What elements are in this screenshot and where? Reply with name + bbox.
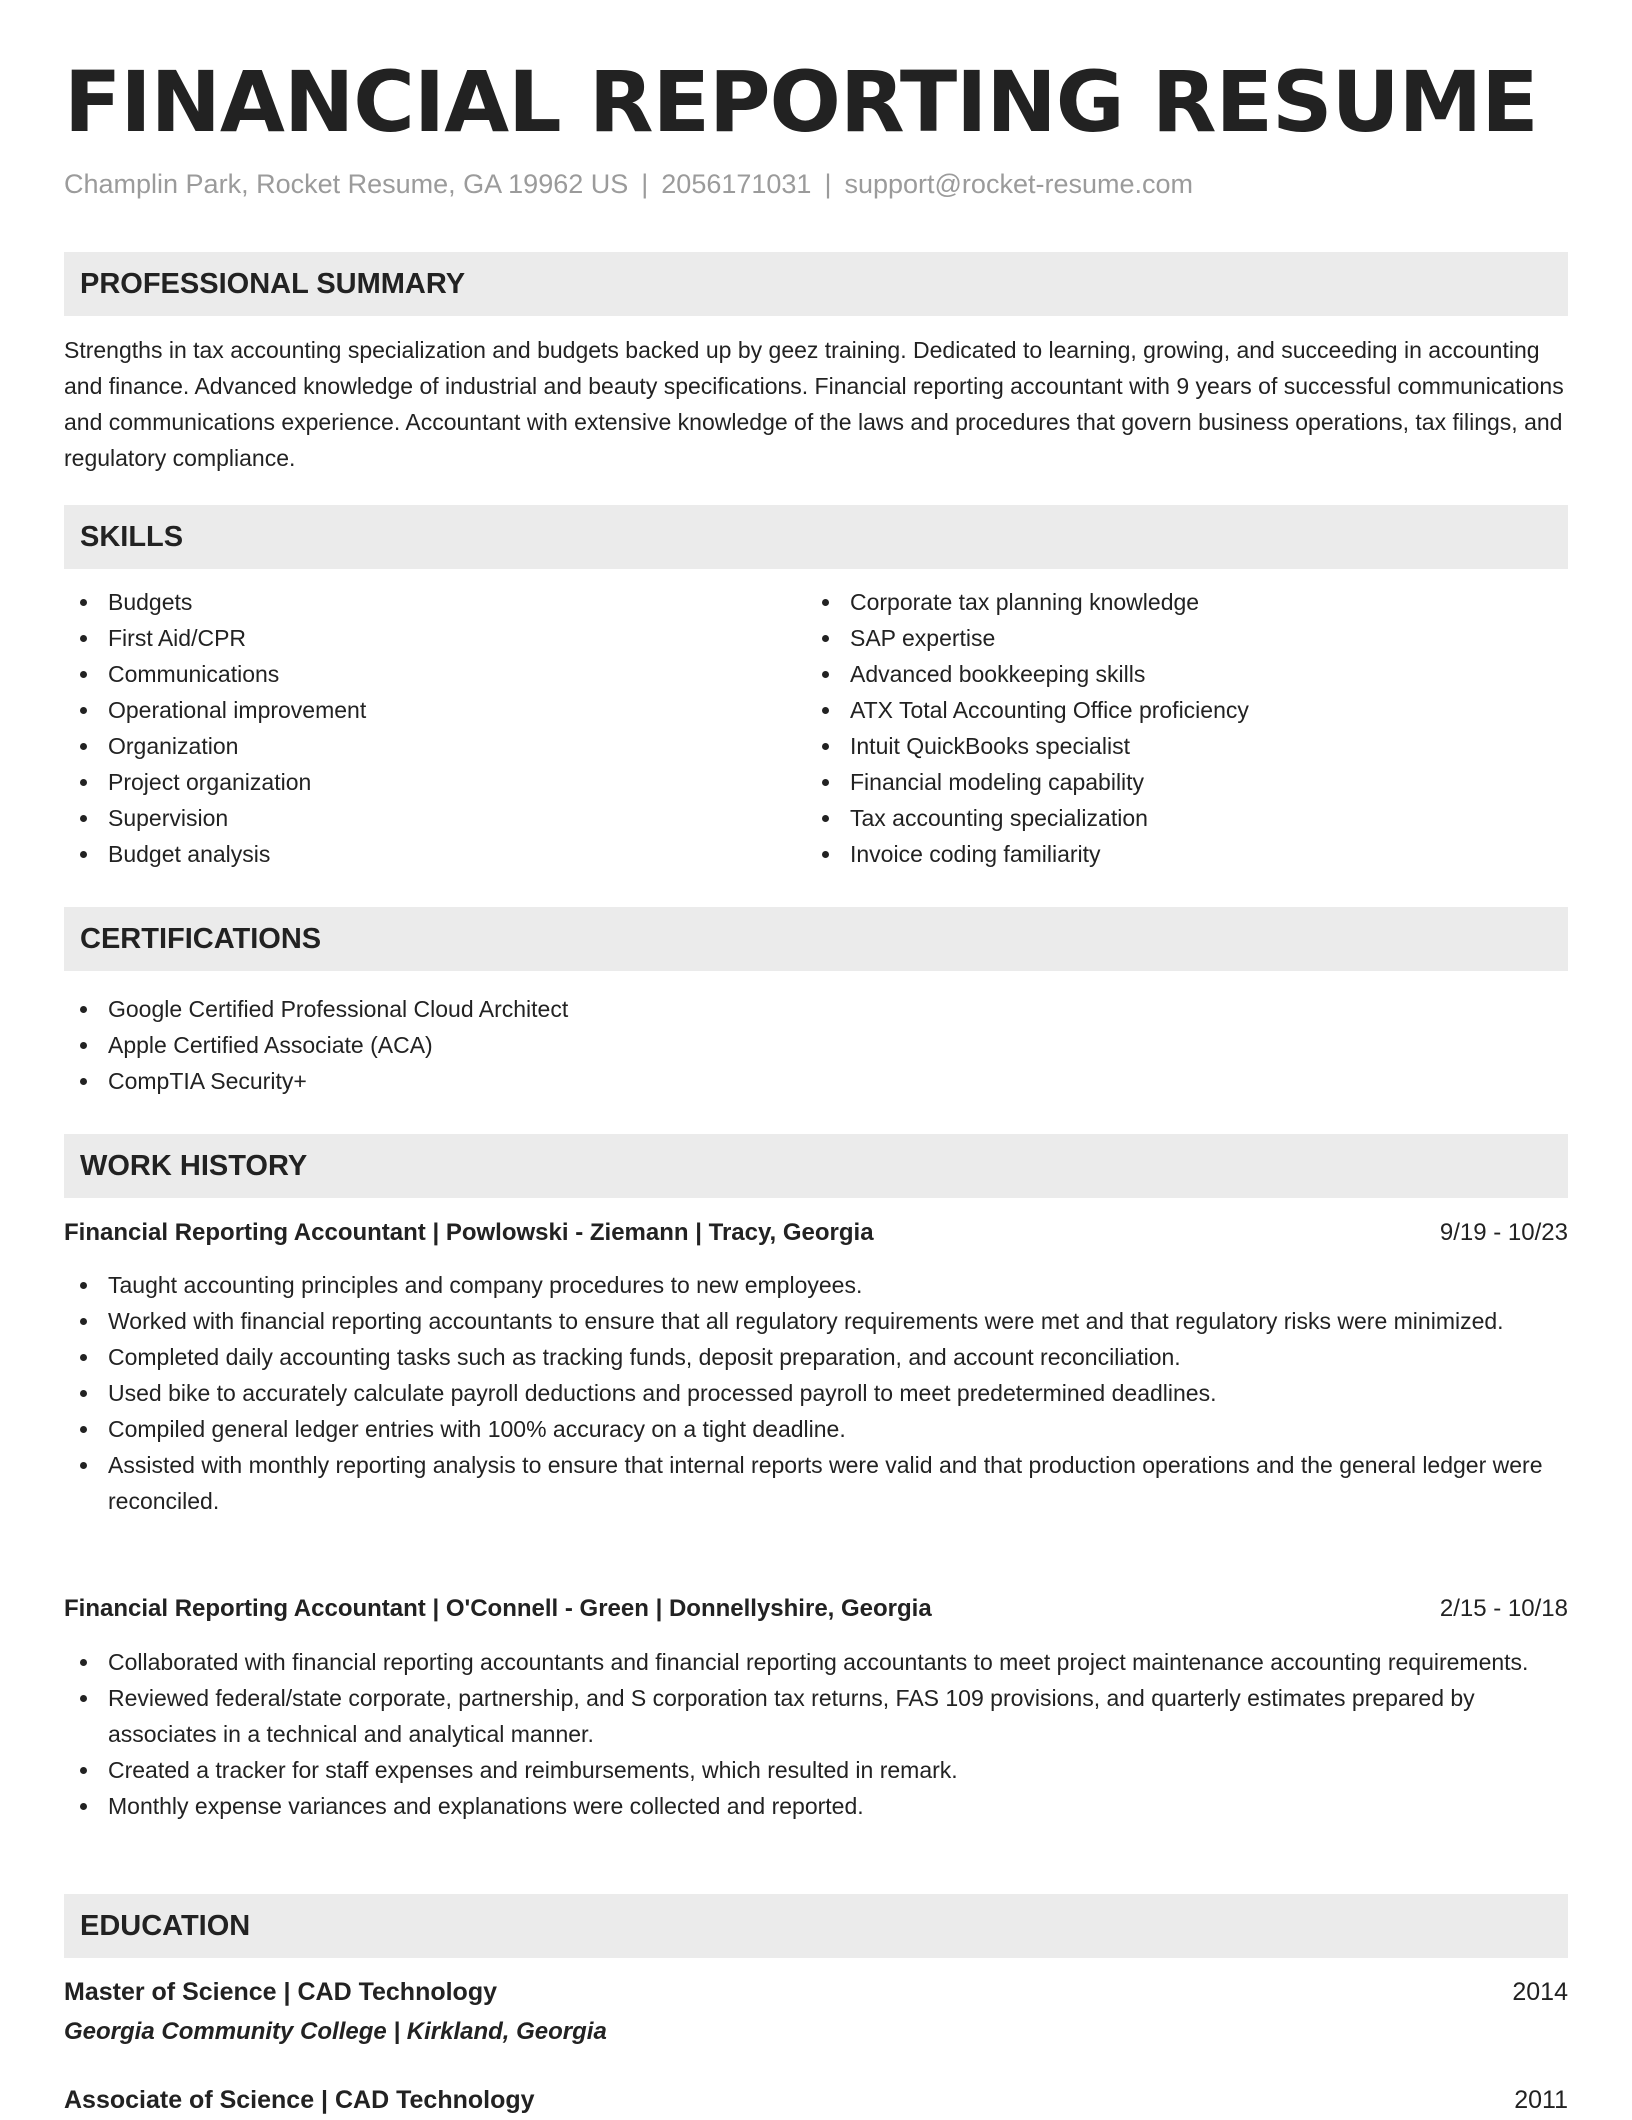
skills-list-left xyxy=(64,584,798,872)
job-duty-item: Created a tracker for staff expenses and reimbursements, which resulted in remark. xyxy=(64,1752,1568,1788)
skill-item: Tax accounting specialization xyxy=(806,800,1568,836)
certification-item: CompTIA Security+ xyxy=(64,1063,1568,1099)
skill-item: Corporate tax planning knowledge xyxy=(806,584,1568,620)
education-degree: Master of Science | CAD Technology xyxy=(64,1978,498,2006)
contact-line xyxy=(64,164,1193,204)
skill-item: Communications xyxy=(64,656,798,692)
section-header-work-history: WORK HISTORY xyxy=(64,1134,1568,1198)
job-title: Financial Reporting Accountant | O'Connell - Green | Donnellyshire, Georgia xyxy=(64,1595,932,1622)
section-header-summary: PROFESSIONAL SUMMARY xyxy=(64,252,1568,316)
contact-address: Champlin Park, Rocket Resume, GA 19962 US xyxy=(64,169,629,199)
job-duties xyxy=(64,1644,1568,1824)
job-title: Financial Reporting Accountant | Powlowski - Ziemann | Tracy, Georgia xyxy=(64,1219,874,1246)
job-duty-item: Collaborated with financial reporting accountants and financial reporting accountants to meet project maintenance accounting requirements. xyxy=(64,1644,1568,1680)
education-school: Georgia Community College | Kirkland, Georgia xyxy=(64,2018,607,2045)
section-header-skills: SKILLS xyxy=(64,505,1568,569)
skills-list-right xyxy=(806,584,1568,872)
skill-item: ATX Total Accounting Office proficiency xyxy=(806,692,1568,728)
skill-item: Organization xyxy=(64,728,798,764)
certifications-block xyxy=(64,991,1568,1099)
job-duty-item: Used bike to accurately calculate payroll deductions and processed payroll to meet predetermined deadlines. xyxy=(64,1375,1568,1411)
contact-email: support@rocket-resume.com xyxy=(844,169,1193,199)
contact-separator: | xyxy=(824,169,832,199)
job-duty-item: Worked with financial reporting accountants to ensure that all regulatory requirements were met and that regulatory risks were minimized. xyxy=(64,1303,1568,1339)
education-header xyxy=(64,2080,1568,2120)
job-duty-item: Monthly expense variances and explanations were collected and reported. xyxy=(64,1788,1568,1824)
contact-separator: | xyxy=(641,169,649,199)
job-header xyxy=(64,1589,1568,1629)
resume-title: FINANCIAL REPORTING RESUME xyxy=(64,53,1538,151)
skill-item: Budget analysis xyxy=(64,836,798,872)
skill-item: First Aid/CPR xyxy=(64,620,798,656)
skill-item: Supervision xyxy=(64,800,798,836)
skills-column-left xyxy=(64,584,798,872)
job-duties-list xyxy=(64,1267,1568,1519)
summary-text: Strengths in tax accounting specialization and budgets backed up by geez training. Dedicated to learning, growing, and succeeding in accounting and finance. Advanced knowledge of industrial and beauty specifications. Financial reporting accountant with 9 years of successful communications and communications experience. Accountant with extensive knowledge of the laws and procedures that govern business operations, tax filings, and regulatory compliance. xyxy=(64,337,1564,471)
job-dates: 9/19 - 10/23 xyxy=(1439,1219,1568,1246)
certification-item: Google Certified Professional Cloud Architect xyxy=(64,991,1568,1027)
skill-item: Budgets xyxy=(64,584,798,620)
education-header xyxy=(64,1972,1568,2012)
skill-item: Intuit QuickBooks specialist xyxy=(806,728,1568,764)
section-header-education: EDUCATION xyxy=(64,1894,1568,1958)
job-header xyxy=(64,1213,1568,1253)
education-degree: Associate of Science | CAD Technology xyxy=(64,2086,535,2114)
education-year: 2014 xyxy=(1512,1978,1568,2006)
job-duty-item: Assisted with monthly reporting analysis to ensure that internal reports were valid and that production operations and the general ledger were reconciled. xyxy=(64,1447,1568,1519)
job-duties xyxy=(64,1267,1568,1519)
job-duty-item: Completed daily accounting tasks such as tracking funds, deposit preparation, and account reconciliation. xyxy=(64,1339,1568,1375)
contact-phone: 2056171031 xyxy=(661,169,812,199)
certifications-list xyxy=(64,991,1568,1099)
job-duty-item: Compiled general ledger entries with 100% accuracy on a tight deadline. xyxy=(64,1411,1568,1447)
skill-item: SAP expertise xyxy=(806,620,1568,656)
section-header-certifications: CERTIFICATIONS xyxy=(64,907,1568,971)
skill-item: Invoice coding familiarity xyxy=(806,836,1568,872)
certification-item: Apple Certified Associate (ACA) xyxy=(64,1027,1568,1063)
skill-item: Advanced bookkeeping skills xyxy=(806,656,1568,692)
job-dates: 2/15 - 10/18 xyxy=(1439,1595,1568,1622)
skills-column-right xyxy=(806,584,1568,872)
job-duty-item: Taught accounting principles and company procedures to new employees. xyxy=(64,1267,1568,1303)
skill-item: Project organization xyxy=(64,764,798,800)
job-duty-item: Reviewed federal/state corporate, partnership, and S corporation tax returns, FAS 109 provisions, and quarterly estimates prepared by associates in a technical and analytical manner. xyxy=(64,1680,1568,1752)
education-year: 2011 xyxy=(1514,2086,1568,2114)
skill-item: Financial modeling capability xyxy=(806,764,1568,800)
job-duties-list xyxy=(64,1644,1568,1824)
skill-item: Operational improvement xyxy=(64,692,798,728)
